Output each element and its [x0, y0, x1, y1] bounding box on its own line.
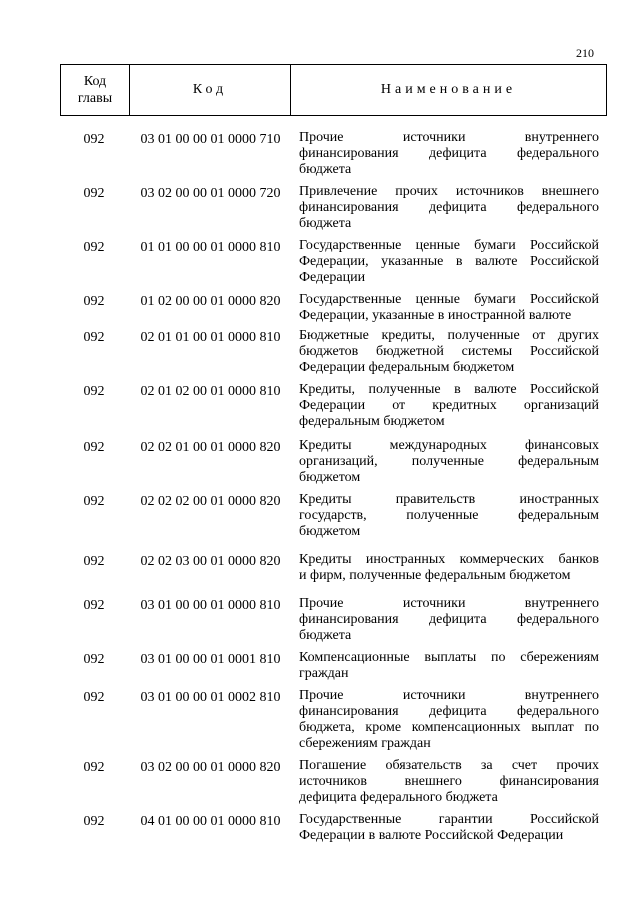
row-name-line: организаций, полученные федеральным — [299, 454, 599, 469]
row-chapter-code: 092 — [83, 554, 105, 569]
row-name-line: Федерации, указанные в валюте Российской — [299, 254, 599, 269]
row-name-line: бюджета — [299, 628, 352, 643]
row-name — [299, 812, 599, 844]
row-name-line: финансирования дефицита федерального — [299, 704, 599, 719]
row-name-line: Прочие источники внутреннего — [299, 130, 599, 145]
row-chapter-code: 092 — [83, 330, 105, 345]
row-name-line: Кредиты иностранных коммерческих банков — [299, 552, 599, 567]
row-name-line: Бюджетные кредиты, полученные от других — [299, 328, 599, 343]
row-name-line: бюджетом — [299, 524, 361, 539]
row-name — [299, 382, 599, 430]
table-row — [60, 292, 607, 324]
row-name — [299, 292, 599, 324]
row-name-line: финансирования дефицита федерального — [299, 612, 599, 627]
table-row — [60, 328, 607, 376]
row-code: 03 02 00 00 01 0000 720 — [140, 186, 281, 201]
row-chapter-code: 092 — [83, 294, 105, 309]
row-name — [299, 184, 599, 232]
row-name-line: Компенсационные выплаты по сбережениям — [299, 650, 599, 665]
row-name-line: Федерации, указанные в иностранной валюте — [299, 308, 572, 323]
header-chapter-code-line1: Код — [83, 74, 107, 89]
page-number: 210 — [576, 46, 594, 60]
row-name-line: Кредиты международных финансовых — [299, 438, 599, 453]
row-code: 02 01 02 00 01 0000 810 — [140, 384, 281, 399]
row-chapter-code: 092 — [83, 690, 105, 705]
row-name-line: Погашение обязательств за счет прочих — [299, 758, 599, 773]
table-row — [60, 130, 607, 178]
row-name — [299, 758, 599, 806]
row-name-line: сбережениям граждан — [299, 736, 431, 751]
row-name-line: граждан — [299, 666, 349, 681]
row-name-line: бюджета, кроме компенсационных выплат по — [299, 720, 599, 735]
table-row — [60, 812, 607, 844]
row-code: 02 01 01 00 01 0000 810 — [140, 330, 281, 345]
row-code: 02 02 02 00 01 0000 820 — [140, 494, 281, 509]
row-chapter-code: 092 — [83, 440, 105, 455]
row-name — [299, 438, 599, 486]
table-header — [60, 64, 607, 116]
row-name-line: Прочие источники внутреннего — [299, 688, 599, 703]
row-name-line: бюджета — [299, 216, 352, 231]
row-name-line: Федерации федеральным бюджетом — [299, 360, 515, 375]
row-name-line: Государственные ценные бумаги Российской — [299, 238, 599, 253]
table-row — [60, 596, 607, 644]
row-chapter-code: 092 — [83, 132, 105, 147]
row-chapter-code: 092 — [83, 240, 105, 255]
table-row — [60, 552, 607, 584]
row-name-line: финансирования дефицита федерального — [299, 146, 599, 161]
table-row — [60, 650, 607, 682]
row-name — [299, 552, 599, 584]
row-name — [299, 492, 599, 540]
row-name-line: федеральным бюджетом — [299, 414, 445, 429]
row-chapter-code: 092 — [83, 814, 105, 829]
row-name-line: дефицита федерального бюджета — [299, 790, 498, 805]
row-name-line: источников внешнего финансирования — [299, 774, 599, 789]
row-name — [299, 688, 599, 752]
row-code: 04 01 00 00 01 0000 810 — [140, 814, 281, 829]
row-name-line: Федерации в валюте Российской Федерации — [299, 828, 564, 843]
row-code: 03 01 00 00 01 0000 810 — [140, 598, 281, 613]
row-chapter-code: 092 — [83, 652, 105, 667]
table-body — [60, 124, 607, 844]
row-name-line: Государственные ценные бумаги Российской — [299, 292, 599, 307]
row-name-line: финансирования дефицита федерального — [299, 200, 599, 215]
row-code: 03 02 00 00 01 0000 820 — [140, 760, 281, 775]
row-name — [299, 238, 599, 286]
row-name — [299, 130, 599, 178]
header-code: Код — [130, 65, 291, 115]
row-chapter-code: 092 — [83, 384, 105, 399]
table-row — [60, 438, 607, 486]
row-name — [299, 596, 599, 644]
header-chapter-code-line2: главы — [77, 91, 113, 106]
row-name-line: Прочие источники внутреннего — [299, 596, 599, 611]
row-code: 03 01 00 00 01 0001 810 — [140, 652, 281, 667]
row-name-line: бюджетов бюджетной системы Российской — [299, 344, 599, 359]
row-name-line: государств, полученные федеральным — [299, 508, 599, 523]
row-name-line: Кредиты правительств иностранных — [299, 492, 599, 507]
table-row — [60, 492, 607, 540]
row-chapter-code: 092 — [83, 494, 105, 509]
row-name-line: Государственные гарантии Российской — [299, 812, 599, 827]
header-name: Наименование — [380, 82, 517, 97]
row-name-line: бюджетом — [299, 470, 361, 485]
table-row — [60, 688, 607, 752]
row-chapter-code: 092 — [83, 598, 105, 613]
row-chapter-code: 092 — [83, 186, 105, 201]
row-code: 01 01 00 00 01 0000 810 — [140, 240, 281, 255]
row-name-line: бюджета — [299, 162, 352, 177]
row-name — [299, 328, 599, 376]
table-row — [60, 758, 607, 806]
table-row — [60, 238, 607, 286]
row-name-line: Привлечение прочих источников внешнего — [299, 184, 599, 199]
row-code: 03 01 00 00 01 0000 710 — [140, 132, 281, 147]
row-code: 02 02 01 00 01 0000 820 — [140, 440, 281, 455]
row-code: 01 02 00 00 01 0000 820 — [140, 294, 281, 309]
row-chapter-code: 092 — [83, 760, 105, 775]
row-code: 03 01 00 00 01 0002 810 — [140, 690, 281, 705]
row-name-line: и фирм, полученные федеральным бюджетом — [299, 568, 571, 583]
row-code: 02 02 03 00 01 0000 820 — [140, 554, 281, 569]
row-name-line: Кредиты, полученные в валюте Российской — [299, 382, 599, 397]
row-name-line: Федерации от кредитных организаций — [299, 398, 599, 413]
table-row — [60, 382, 607, 430]
row-name — [299, 650, 599, 682]
header-chapter-code — [61, 65, 130, 115]
table-row — [60, 184, 607, 232]
row-name-line: Федерации — [299, 270, 366, 285]
